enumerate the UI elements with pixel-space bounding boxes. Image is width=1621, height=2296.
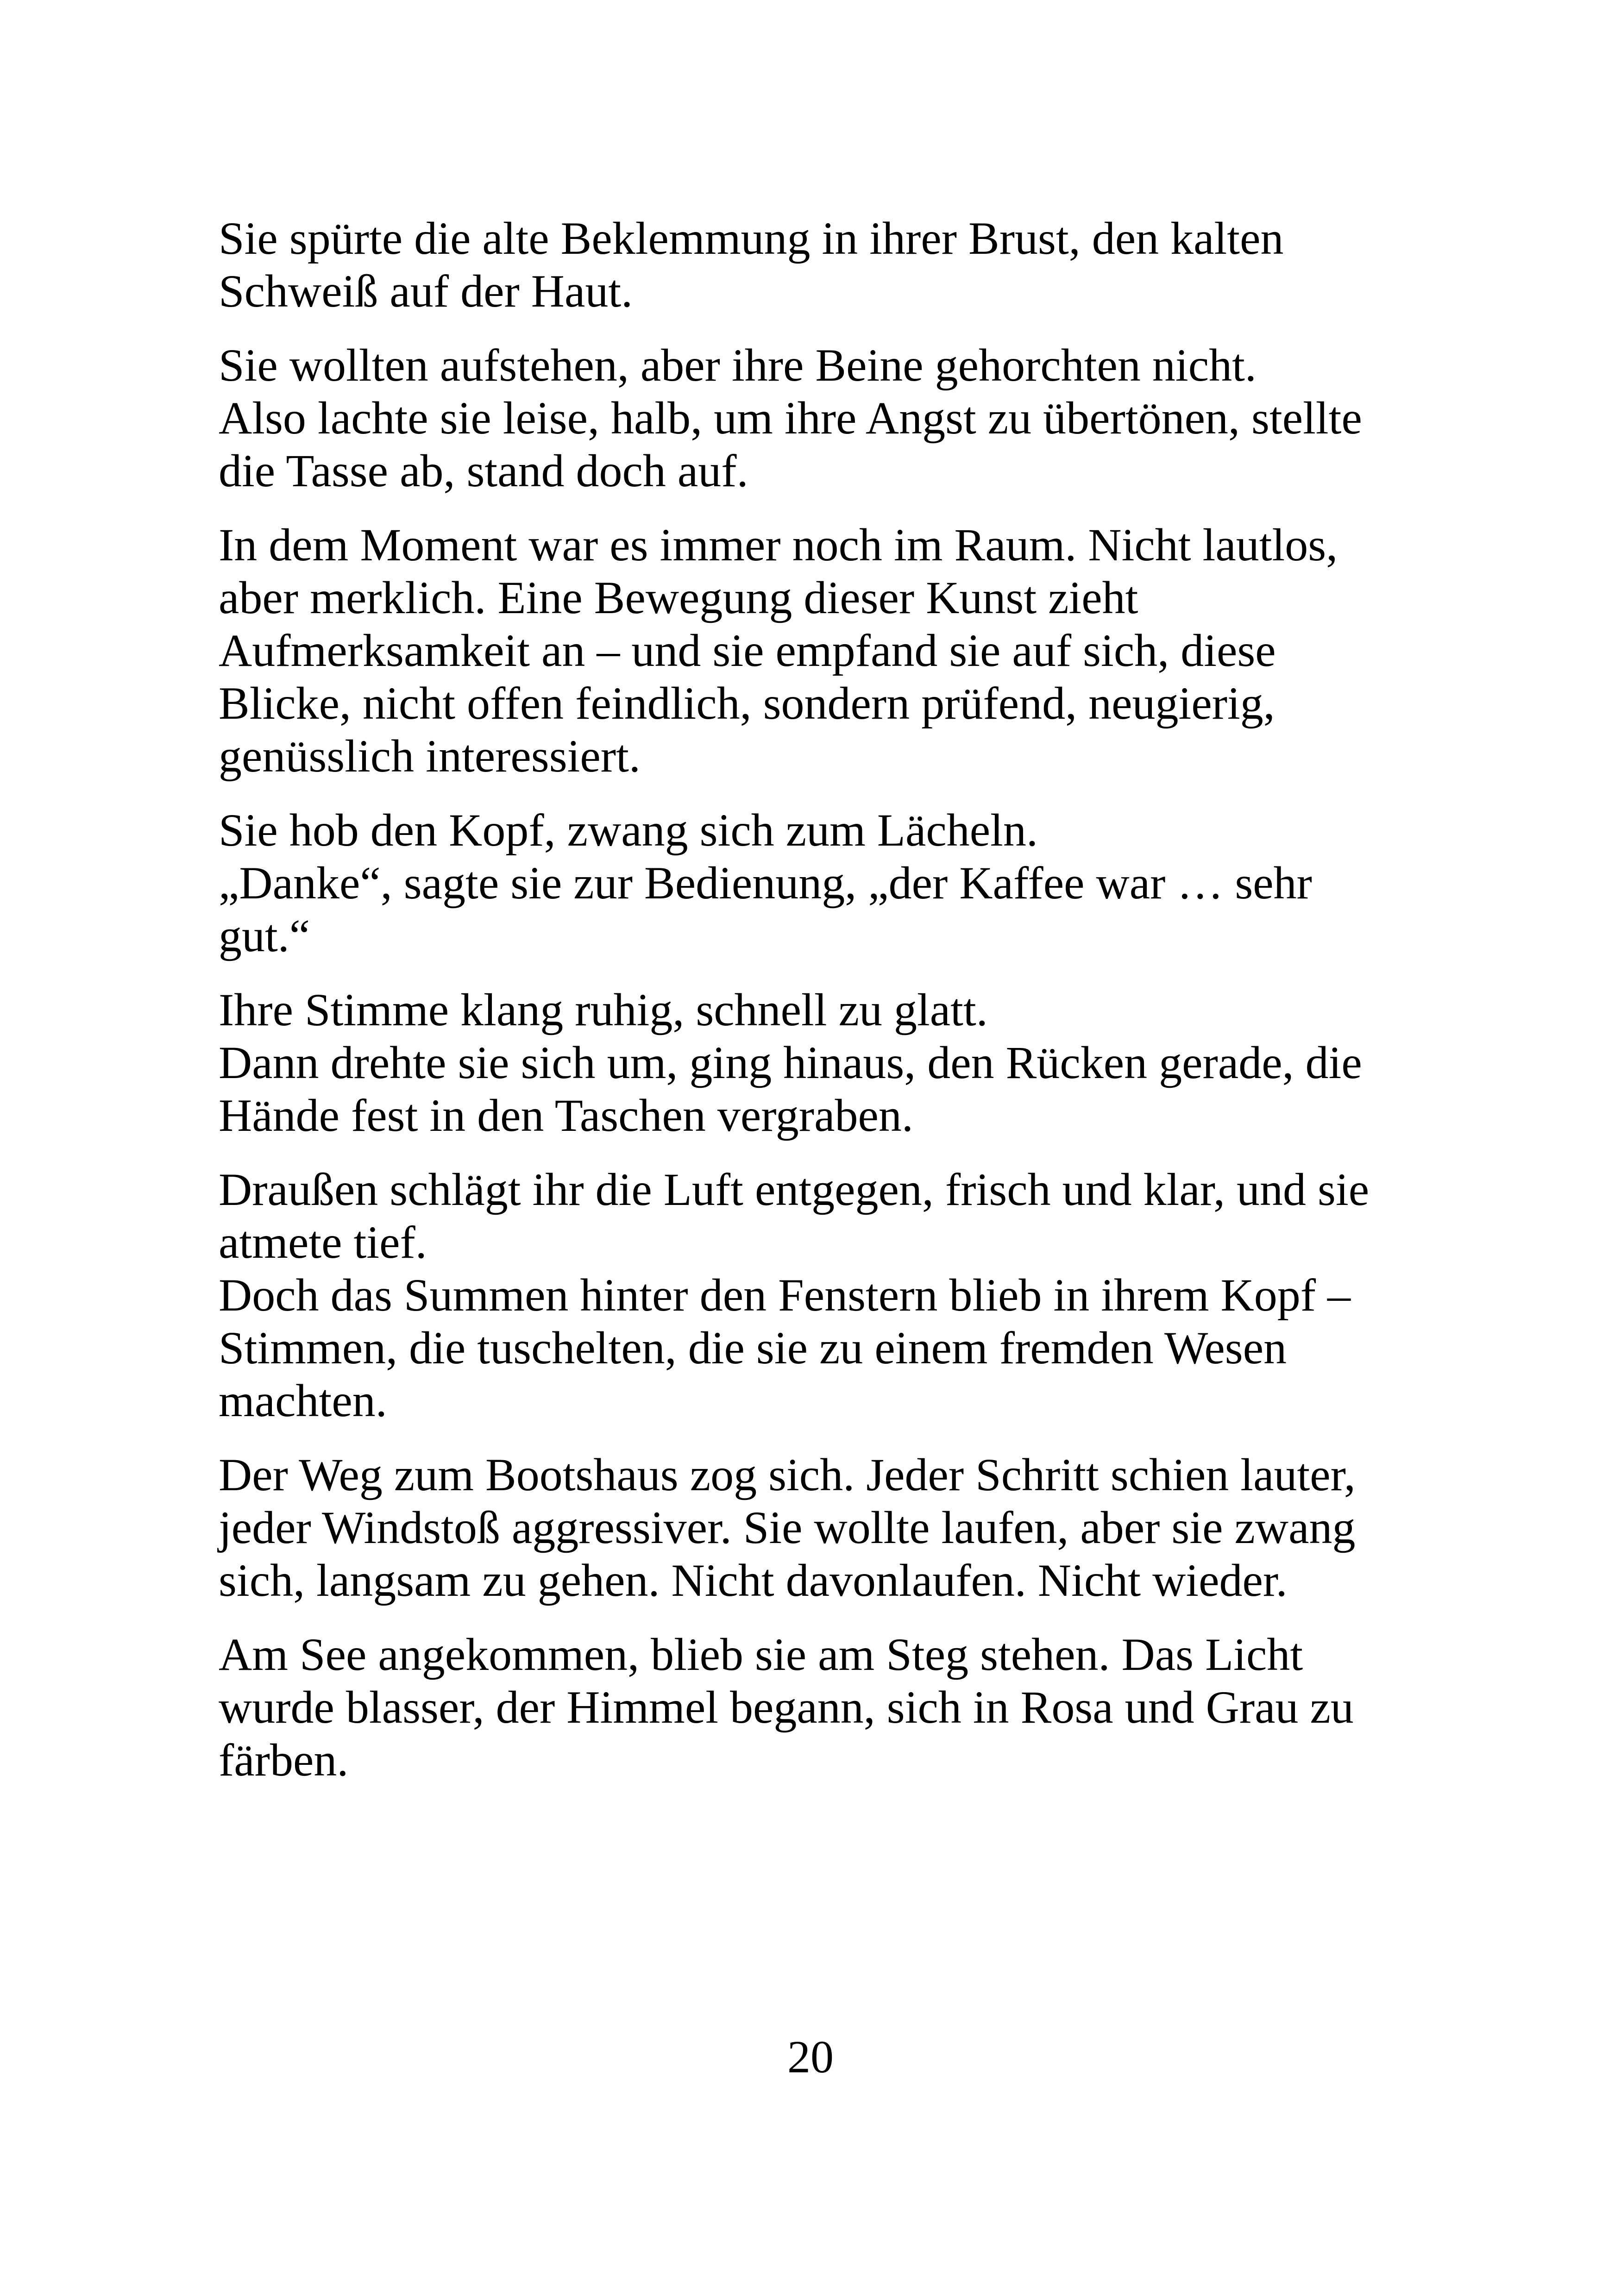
text-line: Hände fest in den Taschen vergraben.	[219, 1090, 913, 1141]
text-line: färben.	[219, 1734, 349, 1786]
text-line: wurde blasser, der Himmel begann, sich in Rosa und Grau zu	[219, 1681, 1354, 1733]
text-line: Aufmerksamkeit an – und sie empfand sie auf sich, diese	[219, 625, 1276, 676]
text-line: „Danke“, sagte sie zur Bedienung, „der Kaffee war … sehr	[219, 857, 1312, 909]
paragraph-5	[219, 984, 1404, 1142]
body-text	[219, 212, 1404, 1808]
paragraph-8	[219, 1628, 1404, 1787]
text-line: Sie hob den Kopf, zwang sich zum Lächeln.	[219, 804, 1038, 856]
paragraph-2	[219, 339, 1404, 497]
text-line: Also lachte sie leise, halb, um ihre Angst zu übertönen, stellte	[219, 392, 1362, 444]
text-line: die Tasse ab, stand doch auf.	[219, 445, 748, 496]
text-line: Der Weg zum Bootshaus zog sich. Jeder Schritt schien lauter,	[219, 1449, 1356, 1500]
text-line: Am See angekommen, blieb sie am Steg stehen. Das Licht	[219, 1629, 1303, 1680]
text-line: Sie wollten aufstehen, aber ihre Beine gehorchten nicht.	[219, 339, 1257, 391]
text-line: Schweiß auf der Haut.	[219, 265, 633, 317]
text-line: In dem Moment war es immer noch im Raum. Nicht lautlos,	[219, 519, 1338, 571]
text-line: Doch das Summen hinter den Fenstern blieb in ihrem Kopf –	[219, 1269, 1351, 1321]
text-line: atmete tief.	[219, 1217, 427, 1268]
page-number: 20	[787, 2031, 834, 2083]
paragraph-7	[219, 1449, 1404, 1607]
text-line: Draußen schlägt ihr die Luft entgegen, frisch und klar, und sie	[219, 1164, 1370, 1215]
text-line: Dann drehte sie sich um, ging hinaus, den Rücken gerade, die	[219, 1037, 1362, 1088]
text-line: genüsslich interessiert.	[219, 730, 641, 782]
text-line: sich, langsam zu gehen. Nicht davonlaufen. Nicht wieder.	[219, 1555, 1288, 1606]
paragraph-4	[219, 804, 1404, 962]
text-line: Blicke, nicht offen feindlich, sondern prüfend, neugierig,	[219, 678, 1275, 729]
text-line: Ihre Stimme klang ruhig, schnell zu glatt.	[219, 984, 988, 1035]
text-line: jeder Windstoß aggressiver. Sie wollte laufen, aber sie zwang	[219, 1502, 1356, 1553]
text-line: machten.	[219, 1375, 387, 1426]
paragraph-6	[219, 1163, 1404, 1427]
text-line: gut.“	[219, 910, 310, 961]
paragraph-3	[219, 519, 1404, 783]
text-line: Sie spürte die alte Beklemmung in ihrer Brust, den kalten	[219, 213, 1284, 264]
text-line: Stimmen, die tuschelten, die sie zu einem fremden Wesen	[219, 1322, 1287, 1374]
text-line: aber merklich. Eine Bewegung dieser Kunst zieht	[219, 572, 1138, 623]
paragraph-1	[219, 212, 1404, 318]
